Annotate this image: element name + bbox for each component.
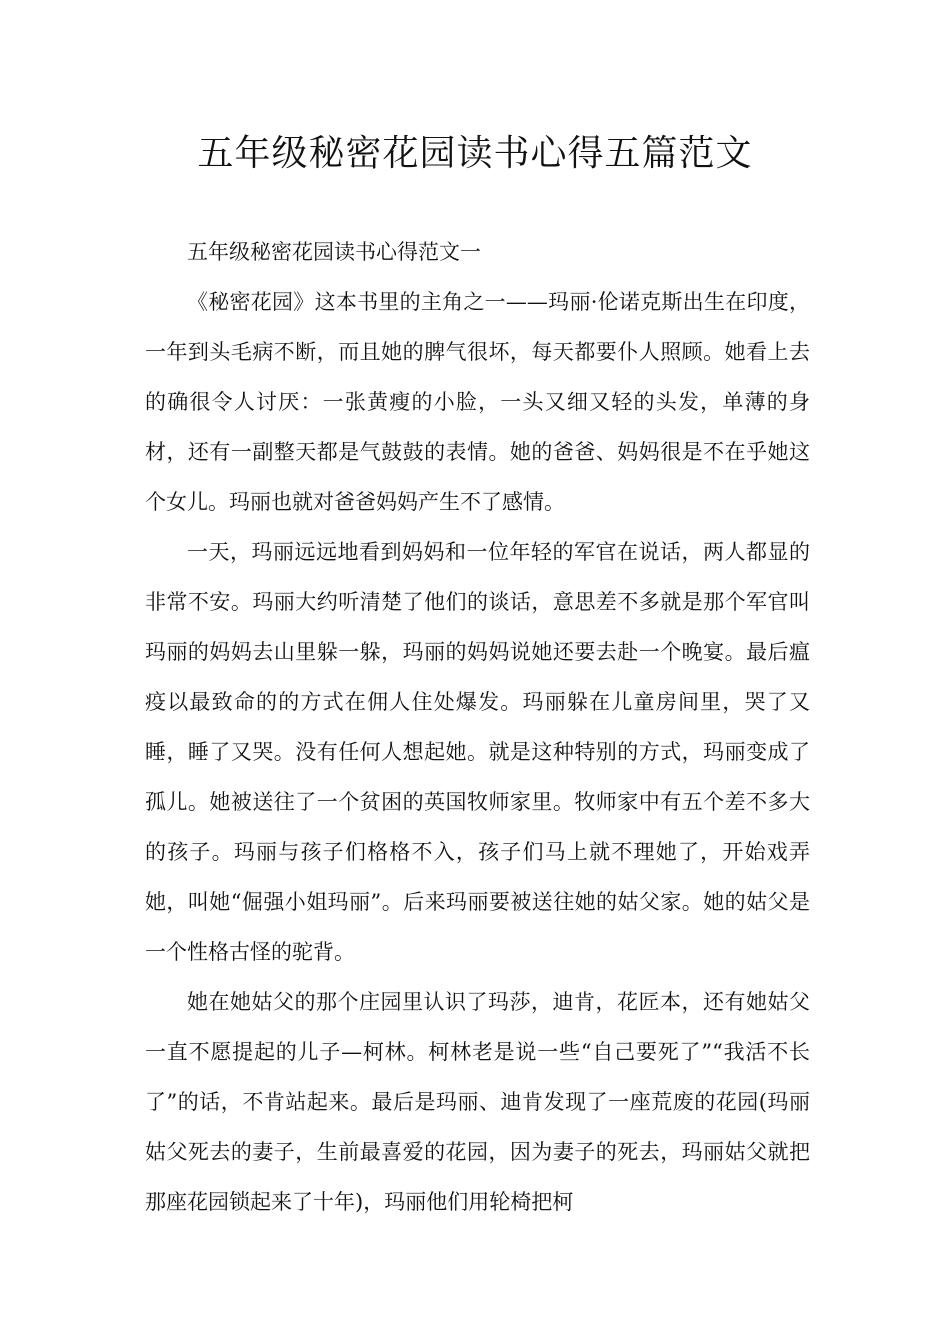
section-heading: 五年级秘密花园读书心得范文一 bbox=[187, 240, 481, 264]
paragraph-3: 她在她姑父的那个庄园里认识了玛莎，迪肯，花匠本，还有她姑父一直不愿提起的儿子—柯林。柯林老是说一些“自己要死了”“我活不长了”的话，不肯站起来。最后是玛丽、迪肯发现了一座荒废的花园(玛丽姑父死去的妻子，生前最喜爱的花园，因为妻子的死去，玛丽姑父就把那座花园锁起来了十年)，玛丽他们用轮椅把柯 bbox=[145, 990, 810, 1214]
paragraph-2: 一天，玛丽远远地看到妈妈和一位年轻的军官在说话，两人都显的非常不安。玛丽大约听清楚了他们的谈话，意思差不多就是那个军官叫玛丽的妈妈去山里躲一躲，玛丽的妈妈说她还要去赴一个晚宴。最后瘟疫以最致命的的方式在佣人住处爆发。玛丽躲在儿童房间里，哭了又睡，睡了又哭。没有任何人想起她。就是这种特别的方式，玛丽变成了孤儿。她被送往了一个贫困的英国牧师家里。牧师家中有五个差不多大的孩子。玛丽与孩子们格格不入，孩子们马上就不理她了，开始戏弄她，叫她“倔强小姐玛丽”。后来玛丽要被送往她的姑父家。她的姑父是一个性格古怪的驼背。 bbox=[145, 540, 810, 964]
document-title: 五年级秘密花园读书心得五篇范文 bbox=[197, 133, 753, 174]
paragraph-1: 《秘密花园》这本书里的主角之一——玛丽·伦诺克斯出生在印度，一年到头毛病不断，而且她的脾气很坏，每天都要仆人照顾。她看上去的确很令人讨厌：一张黄瘦的小脸，一头又细又轻的头发，单薄的身材，还有一副整天都是气鼓鼓的表情。她的爸爸、妈妈很是不在乎她这个女儿。玛丽也就对爸爸妈妈产生不了感情。 bbox=[145, 290, 810, 514]
document-body bbox=[145, 227, 810, 1227]
